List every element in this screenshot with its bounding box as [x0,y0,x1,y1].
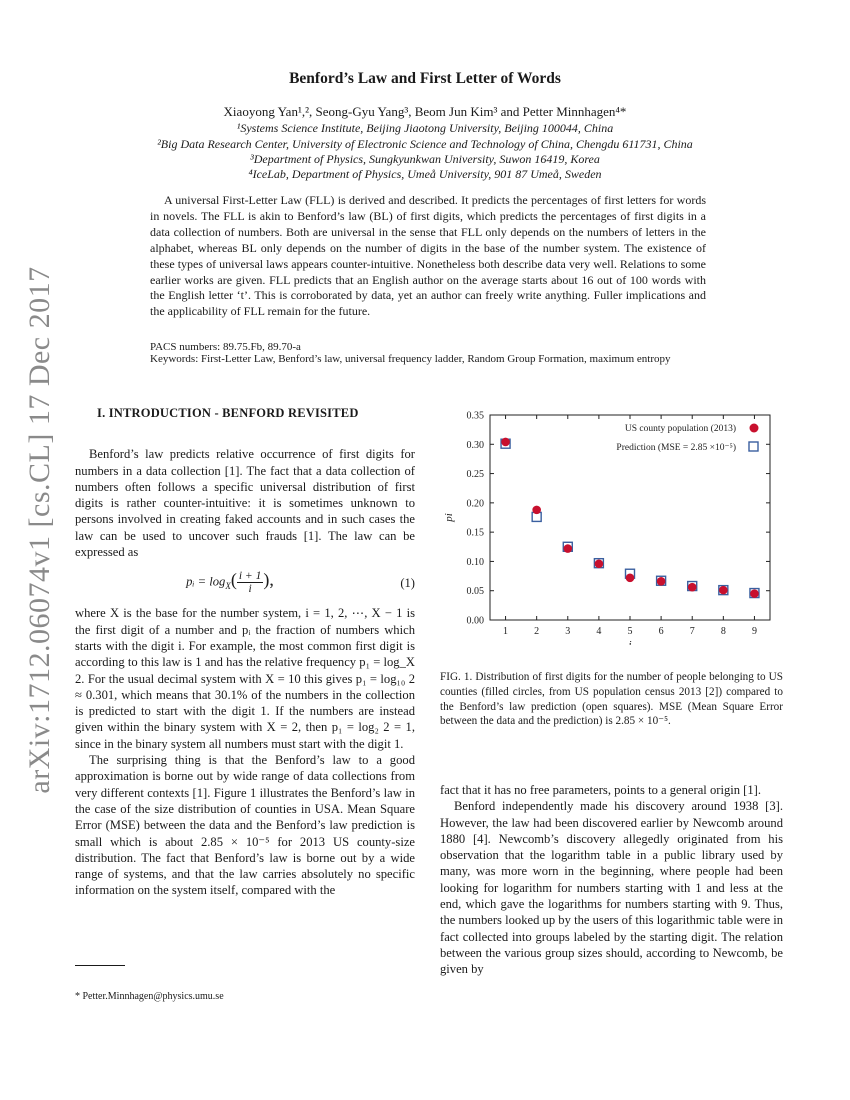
author-list: Xiaoyong Yan¹,², Seong-Gyu Yang³, Beom Jun Kim³ and Petter Minnhagen⁴* [223,104,627,119]
y-tick-label: 0.35 [466,410,484,422]
pacs-numbers: PACS numbers: 89.75.Fb, 89.70-a [150,341,301,353]
legend-marker-data [750,424,759,433]
equation-paren-open: ( [230,569,237,590]
affiliation-4: ⁴IceLab, Department of Physics, Umeå University, 901 87 Umeå, Sweden [248,167,602,181]
equation-base: X [225,581,231,592]
equation-fraction [237,570,263,595]
data-point [501,438,510,447]
data-point [657,577,666,586]
paragraph: fact that it has no free parameters, points to a general origin [1]. [440,783,762,797]
equation-1 [75,570,415,595]
y-tick-label: 0.05 [466,586,484,598]
x-tick-label: 4 [596,626,602,637]
x-tick-label: 7 [689,626,695,637]
affiliation-1: ¹Systems Science Institute, Beijing Jiaotong University, Beijing 100044, China [236,121,614,135]
data-point [563,544,572,553]
y-tick-label: 0.30 [466,439,484,451]
figure-caption: FIG. 1. Distribution of first digits for the number of people belonging to US counties (filled circles, from US population census 2013 [2]) compared to the Benford’s law prediction (open squares). MSE (Mean Square Error between the data and the prediction) is 2.85 × 10⁻⁵. [440,671,783,728]
first-digit-chart [440,405,780,645]
data-point [719,586,728,595]
x-tick-label: 2 [534,626,540,637]
section-heading: I. INTRODUCTION - BENFORD REVISITED [97,406,359,420]
y-tick-label: 0.20 [466,498,484,510]
data-point [532,506,541,515]
equation-body [75,570,385,595]
right-column [440,782,783,978]
y-tick-label: 0.15 [466,527,484,539]
data-point [688,583,697,592]
data-point [595,559,604,568]
legend-label-prediction: Prediction (MSE = 2.85 ×10⁻⁵) [616,443,736,453]
x-tick-label: 8 [720,626,726,637]
paper-title: Benford’s Law and First Letter of Words [289,70,561,87]
paragraph: The surprising thing is that the Benford’s law to a good approximation is borne out by wide range of data collections from very different contexts [1]. Figure 1 illustrates the Benford’s law in the case of the size distribution of counties in USA. Mean Square Error (MSE) between the data and the Benford’s law prediction is small which is about 2.85 × 10⁻⁵ for 2013 US county-size distribution. The fact that Benford’s law is borne out by a wide range of systems, and that the law carries absolutely no specific information on the system itself, compared with the [75,753,415,898]
y-axis-label: pi [443,513,455,522]
y-tick-label: 0.25 [466,469,484,481]
paragraph: where X is the base for the number system, i = 1, 2, ⋯, X − 1 is the first digit of a number and pᵢ the fraction of numbers which starts with the digit i. For example, the most common first digit is according to this law is 1 and has the relative frequency p₁ = log_X 2. For the usual decimal system with X = 10 this gives p₁ = log₁₀ 2 ≈ 0.301, which means that 30.1% of the numbers in the collection is predicted to start with the digit 1. If the numbers are instead given within the binary system with X = 2, then p₁ = log₂ 2 = 1, since in the binary system all numbers must start with the digit 1. [75,606,415,751]
data-point [750,589,759,598]
equation-paren-close: ), [263,569,274,590]
x-tick-label: 6 [658,626,664,637]
x-tick-label: 3 [565,626,571,637]
equation-lhs: pᵢ = log [186,574,226,589]
legend-label-data: US county population (2013) [624,424,736,434]
abstract: A universal First-Letter Law (FLL) is derived and described. It predicts the percentages of first letters for words in novels. The FLL is akin to Benford’s law (BL) of first digits, which predicts the percentages of first digits in a data collection of numbers. Both are universal in the sense that FLL only depends on the numbers of letters in the alphabet, whereas BL only depends on the number of digits in the base of the number system. The existence of these types of universal laws appears counter-intuitive. Nonetheless both describe data very well. Relations to some earlier works are given. FLL predicts that an English author on the average starts about 16 out of 100 words with the English letter ‘t’. This is corroborated by data, yet an author can freely write anything. Fuller implications and the applicability of FLL remain for the future. [150,193,706,319]
x-axis-label: i [628,639,632,645]
left-column [75,405,415,899]
fraction-numerator: i + 1 [238,570,262,583]
paragraph: Benford’s law predicts relative occurrence of first digits for numbers in a data collection [1]. The fact that a data collection of numbers often follows a specific universal distribution of first digits is rather counter-intuitive: it is sometimes unknown to persons involved in creating faked accounts and in such cases the law can be used to uncover such frauds [1]. The law can be expressed as [75,447,415,560]
x-tick-label: 9 [751,626,757,637]
data-point [626,574,635,583]
affiliation-3: ³Department of Physics, Sungkyunkwan University, Suwon 16419, Korea [250,152,600,166]
keywords: Keywords: First-Letter Law, Benford’s law, universal frequency ladder, Random Group Formation, maximum entropy [150,353,671,365]
figure-1 [440,405,780,650]
legend-marker-prediction [749,442,758,451]
arxiv-identifier: arXiv:1712.06074v1 [cs.CL] 17 Dec 2017 [23,266,56,794]
affiliation-2: ²Big Data Research Center, University of Electronic Science and Technology of China, Chengdu 611731, China [157,137,693,151]
footnote: * Petter.Minnhagen@physics.umu.se [75,991,224,1002]
paragraph: Benford independently made his discovery around 1938 [3]. However, the law had been discovered earlier by Newcomb around 1880 [4]. Newcomb’s discovery allegedly originated from his observation that the logarithm table in a public library used by many, was more worn in the beginning, where people had been looking for logarithm for numbers starting with 1 and less at the end, which gave the logarithms for numbers starting with 9. Thus, the numbers looked up by the users of this logarithmic table were in fact collected into groups labeled by the starting digit. The relation between the various group sizes should, according to Newcomb, be given by [440,799,783,977]
x-tick-label: 5 [627,626,633,637]
x-tick-label: 1 [503,626,509,637]
equation-number: (1) [400,575,415,590]
footnote-rule [75,965,125,966]
y-tick-label: 0.00 [466,615,484,627]
fraction-denominator: i [248,583,252,596]
y-tick-label: 0.10 [466,556,484,568]
